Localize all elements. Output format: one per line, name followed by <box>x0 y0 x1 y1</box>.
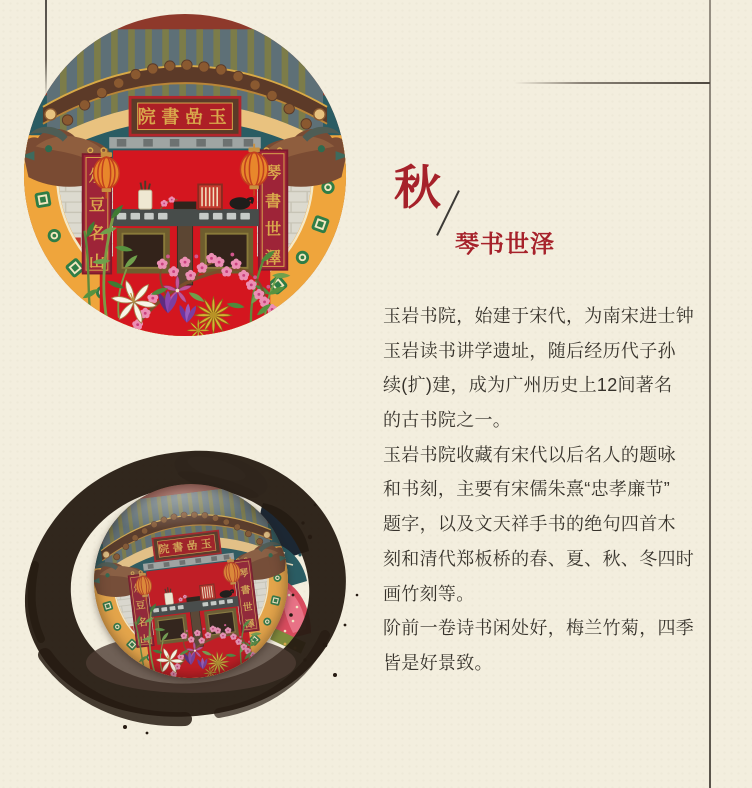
text-line: 玉岩书院，始建于宋代，为南宋进士钟 <box>383 306 695 326</box>
article <box>383 299 703 681</box>
text-line: 题字，以及文天祥手书的绝句四首木 <box>383 514 676 535</box>
subtitle: 琴书世泽 <box>455 232 555 258</box>
text-line: 和书刻，主要有宋儒朱熹“忠孝廉节” <box>383 479 671 500</box>
text-line: 玉岩读书讲学遗址，随后经历代子孙 <box>383 340 676 361</box>
text-line: 阶前一卷诗书闲处好，梅兰竹菊，四季 <box>383 618 695 639</box>
academy-illustration <box>24 14 346 336</box>
text-line: 玉岩书院收藏有宋代以后名人的题咏 <box>383 444 676 465</box>
text-line: 的古书院之一。 <box>383 410 512 431</box>
text-line: 续(扩)建，成为广州历史上12间著名 <box>383 375 673 396</box>
header-rule <box>514 82 710 84</box>
season-heading: 秋 <box>394 163 441 215</box>
margin-rule-right <box>709 0 711 788</box>
text-line: 刻和清代郑板桥的春、夏、秋、冬四时 <box>383 548 695 569</box>
text-line: 画竹刻等。 <box>383 583 475 604</box>
text-line: 皆是好景致。 <box>383 652 493 673</box>
